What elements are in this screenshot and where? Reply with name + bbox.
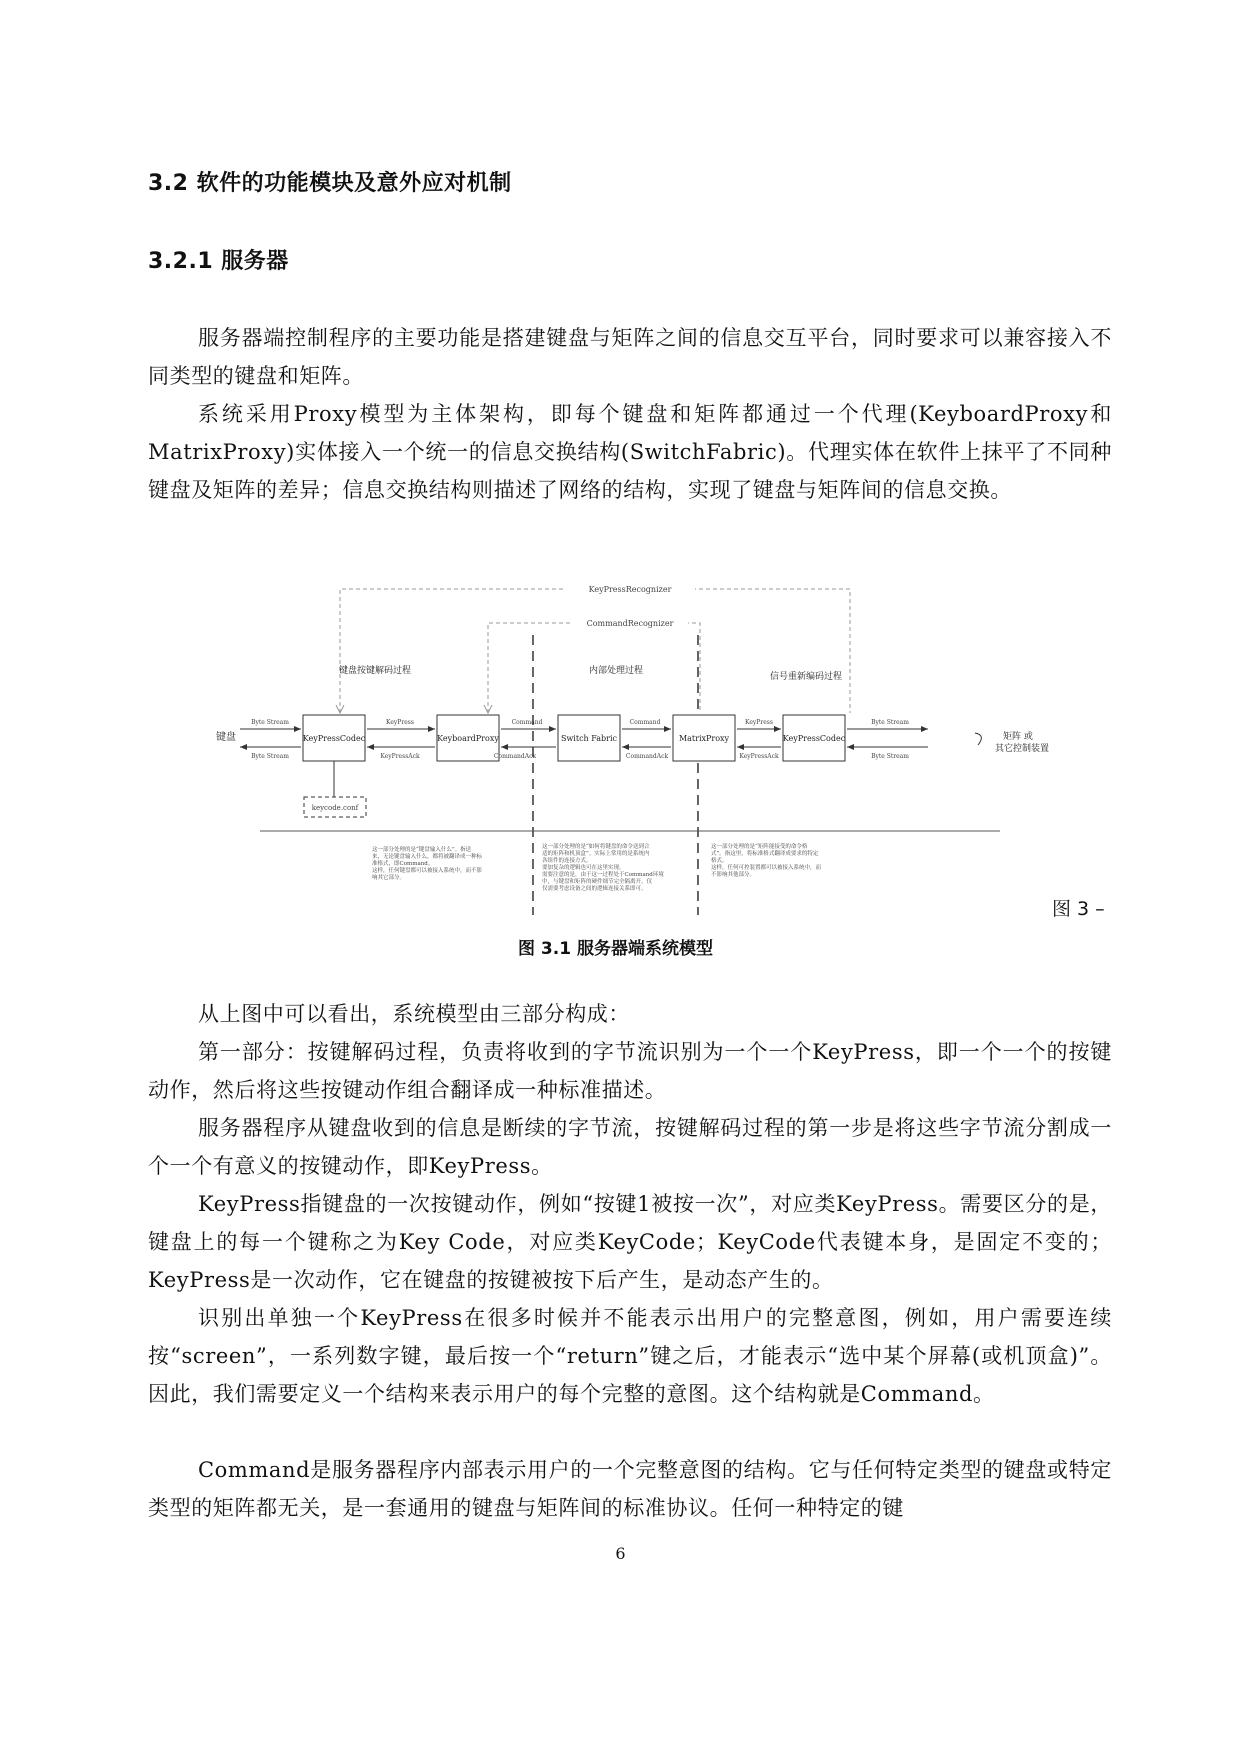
paragraph-4: 第一部分：按键解码过程，负责将收到的字节流识别为一个一个KeyPress，即一个一个的按键动作，然后将这些按键动作组合翻译成一种标准描述。 [148,1040,1112,1102]
svg-text:需要注意的是，由于这一过程处于Command环境: 需要注意的是，由于这一过程处于Command环境 [542,872,664,878]
matrix-endpoint-line1: 矩阵 或 [1003,732,1033,742]
byte-stream-label: Byte Stream [871,753,909,760]
figure-side-label: 图 3 – [1052,898,1105,920]
keycode-conf-file [304,797,366,817]
paragraph-3: 从上图中可以看出，系统模型由三部分构成： [198,1002,630,1026]
matrixproxy-block [673,715,735,761]
paragraph-6: KeyPress指键盘的一次按键动作，例如“按键1被按一次”，对应类KeyPress。需要区分的是，键盘上的每一个键称之为Key Code，对应类KeyCode；KeyCode代表键本身，是固定不变的；KeyPress是一次动作，它在键盘的按键被按下后产生，是动态产生的。 [148,1192,1112,1292]
keypress-label: KeyPress [745,719,773,726]
paragraph-7: 识别出单独一个KeyPress在很多时候并不能表示出用户的完整意图，例如，用户需要连续按“screen”，一系列数字键，最后按一个“return”键之后，才能表示“选中某个屏幕(或机顶盒)”。因此，我们需要定义一个结构来表示用户的每个完整的意图。这个结构就是Command。 [148,1306,1112,1406]
svg-text:来，无论键盘输入什么，都将被翻译成一种标: 来，无论键盘输入什么，都将被翻译成一种标 [372,854,483,860]
svg-text:KeyPressCodec: KeyPressCodec [302,734,366,743]
svg-text:响其它部分。: 响其它部分。 [372,875,406,881]
svg-text:这一部分处理的是“键盘输入什么”。指送: 这一部分处理的是“键盘输入什么”。指送 [372,847,472,853]
keypress-recognizer-label: KeyPressRecognizer [588,585,672,594]
keypresscodec-block-left [303,715,366,761]
byte-stream-label: Byte Stream [251,753,289,760]
svg-text:仅需要考虑设备之间的逻辑连接关系即可。: 仅需要考虑设备之间的逻辑连接关系即可。 [542,886,647,892]
svg-text:中，与键盘和矩阵的硬件细节完全隔离开。仅: 中，与键盘和矩阵的硬件细节完全隔离开。仅 [542,879,653,885]
keypress-label: KeyPress [386,719,414,726]
svg-text:这一部分处理的是“矩阵能接受的命令格: 这一部分处理的是“矩阵能接受的命令格 [711,844,808,850]
svg-text:KeyboardProxy: KeyboardProxy [437,734,499,743]
system-model-figure [200,575,1080,925]
paragraph-1: 服务器端控制程序的主要功能是搭建键盘与矩阵之间的信息交互平台，同时要求可以兼容接入不同类型的键盘和矩阵。 [148,326,1112,388]
svg-text:这样，任何可控装置都可以被接入系统中，而: 这样，任何可控装置都可以被接入系统中，而 [711,865,822,871]
system-model-diagram [200,575,1080,925]
keypress-recognizer-loop [340,589,850,713]
matrix-endpoint-line2: 其它控制装置 [995,744,1050,754]
stage-title-internal: 内部处理过程 [588,666,644,676]
keypress-ack-label: KeyPressAck [380,753,420,760]
svg-text:这一部分处理的是“如何将键盘的命令送到合: 这一部分处理的是“如何将键盘的命令送到合 [542,844,650,850]
svg-text:KeyPressCodec: KeyPressCodec [782,734,846,743]
svg-text:要加复杂的逻辑也可在这里实现。: 要加复杂的逻辑也可在这里实现。 [542,865,625,871]
note-internal [542,842,664,892]
switchfabric-block [558,715,620,761]
svg-text:格式。: 格式。 [711,858,728,864]
svg-text:Switch Fabric: Switch Fabric [560,734,618,743]
byte-stream-label: Byte Stream [251,719,289,726]
page-number: 6 [615,1544,626,1563]
keypresscodec-block-right [783,715,846,761]
svg-text:式”。指这里，将标准格式翻译成要求的特定: 式”。指这里，将标准格式翻译成要求的特定 [711,851,819,857]
stage-title-encode: 信号重新编码过程 [769,672,843,682]
subsection-heading: 3.2.1 服务器 [148,249,289,274]
command-recognizer-label: CommandRecognizer [586,619,674,628]
svg-text:keycode.conf: keycode.conf [311,804,359,812]
stage-title-decode: 键盘按键解码过程 [338,666,412,676]
note-decode [372,845,483,881]
note-encode [711,842,822,878]
command-ack-label: CommandAck [625,753,669,760]
svg-text:不影响其他部分。: 不影响其他部分。 [711,872,756,878]
svg-text:这样，任何键盘都可以被接入系统中，而不影: 这样，任何键盘都可以被接入系统中，而不影 [372,868,483,874]
paragraph-8: Command是服务器程序内部表示用户的一个完整意图的结构。它与任何特定类型的键盘或特定类型的矩阵都无关，是一套通用的键盘与矩阵间的标准协议。任何一种特定的键 [148,1458,1112,1520]
paragraph-2: 系统采用Proxy模型为主体架构，即每个键盘和矩阵都通过一个代理(KeyboardProxy和MatrixProxy)实体接入一个统一的信息交换结构(SwitchFabric)。代理实体在软件上抹平了不同种键盘及矩阵的差异；信息交换结构则描述了网络的结构，实现了键盘与矩阵间的信息交换。 [148,402,1112,502]
loop-arrow-icon [975,733,981,745]
keyboard-endpoint: 键盘 [216,732,236,743]
svg-text:适的矩阵和机顶盒”。实际上常用的是系统内: 适的矩阵和机顶盒”。实际上常用的是系统内 [542,851,650,857]
command-label: Command [629,719,661,726]
keyboardproxy-block [437,715,499,761]
svg-text:准格式，即Command。: 准格式，即Command。 [372,861,434,867]
command-label: Command [511,719,543,726]
svg-text:MatrixProxy: MatrixProxy [678,734,730,743]
paragraph-5: 服务器程序从键盘收到的信息是断续的字节流，按键解码过程的第一步是将这些字节流分割成一个一个有意义的按键动作，即KeyPress。 [148,1116,1112,1178]
svg-text:各组件的连接方式。: 各组件的连接方式。 [542,858,592,864]
section-heading: 3.2 软件的功能模块及意外应对机制 [148,171,512,196]
keypress-ack-label: KeyPressAck [739,753,779,760]
command-ack-label: CommandAck [493,753,537,760]
figure-caption: 图 3.1 服务器端系统模型 [518,939,713,959]
byte-stream-label: Byte Stream [871,719,909,726]
